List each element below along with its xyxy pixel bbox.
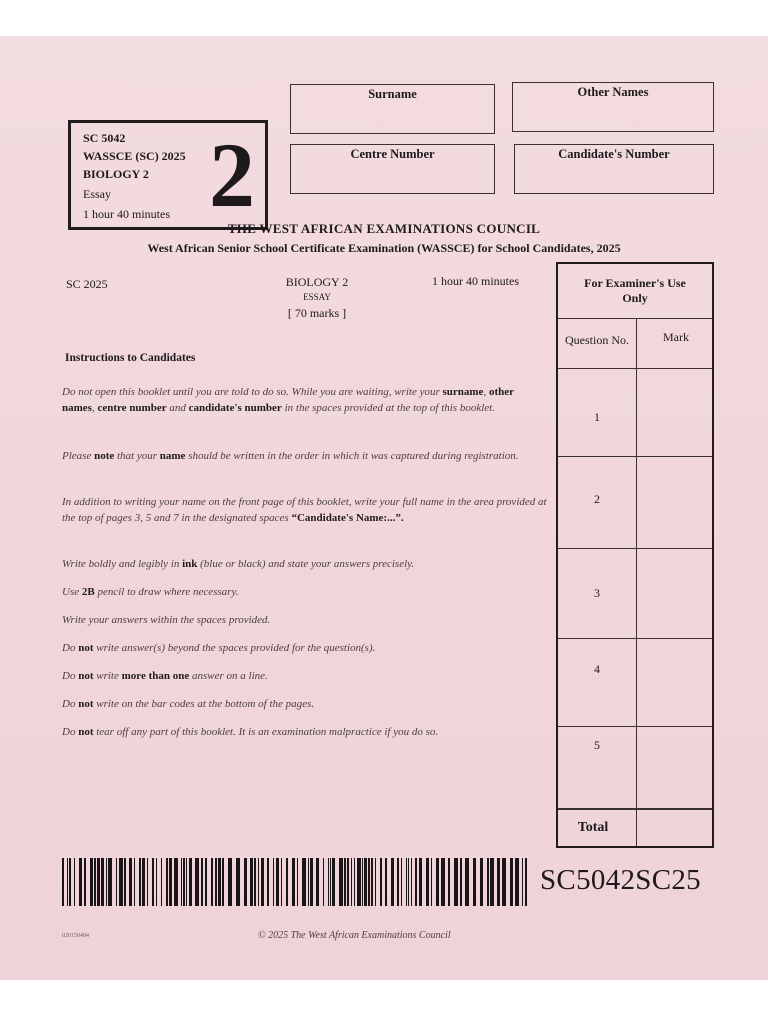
council-title: THE WEST AFRICAN EXAMINATIONS COUNCIL xyxy=(227,221,541,236)
barcode-stripe xyxy=(174,858,178,906)
barcode-stripe xyxy=(401,858,402,906)
instruction-item: Write your answers within the spaces provided. xyxy=(62,614,271,626)
question-number: 4 xyxy=(594,662,600,676)
barcode-stripe xyxy=(74,858,75,906)
barcode-stripe xyxy=(97,858,100,906)
barcode-stripe xyxy=(195,858,199,906)
barcode-stripe xyxy=(431,858,432,906)
barcode-stripe xyxy=(108,858,112,906)
copyright-notice: © 2025 The West African Examinations Council xyxy=(258,930,451,941)
barcode-stripe xyxy=(441,858,445,906)
barcode-stripe xyxy=(297,858,298,906)
paper-type: Essay xyxy=(83,187,111,201)
header-duration: 1 hour 40 minutes xyxy=(432,274,519,288)
barcode-stripe xyxy=(218,858,221,906)
barcode-stripe xyxy=(302,858,306,906)
barcode-stripe xyxy=(525,858,527,906)
mark-cell[interactable] xyxy=(638,640,714,726)
barcode-stripe xyxy=(490,858,494,906)
candidate-number-field[interactable] xyxy=(514,144,714,194)
barcode-stripe xyxy=(448,858,450,906)
other-names-field[interactable] xyxy=(512,82,714,132)
paper-code-box xyxy=(68,120,268,230)
instruction-item: Do not write on the bar codes at the bottom of the pages. xyxy=(62,698,315,710)
exam-title: West African Senior School Certificate Examination (WASSCE) for School Candidates, 2025 xyxy=(147,241,621,255)
exam-booklet-cover xyxy=(0,36,768,980)
barcode-stripe xyxy=(183,858,185,906)
barcode-stripe xyxy=(156,858,157,906)
barcode-stripe xyxy=(90,858,93,906)
paper-duration: 1 hour 40 minutes xyxy=(83,207,170,221)
barcode-stripe xyxy=(166,858,168,906)
barcode-stripe xyxy=(106,858,107,906)
barcode-stripe xyxy=(308,858,309,906)
barcode-stripe xyxy=(152,858,154,906)
instruction-item: Do not write more than one answer on a line. xyxy=(62,670,268,682)
barcode-stripe xyxy=(94,858,96,906)
barcode-stripe xyxy=(139,858,141,906)
barcode-stripe xyxy=(211,858,213,906)
barcode-stripe xyxy=(276,858,279,906)
centre-number-label: Centre Number xyxy=(350,147,435,161)
header-marks: [ 70 marks ] xyxy=(287,306,347,320)
barcode-stripe xyxy=(316,858,319,906)
subject-paper: BIOLOGY 2 xyxy=(83,167,149,181)
barcode-stripe xyxy=(129,858,132,906)
barcode-stripe xyxy=(502,858,506,906)
barcode-stripe xyxy=(292,858,295,906)
column-question-no: Question No. xyxy=(565,333,629,347)
other-names-label: Other Names xyxy=(577,85,649,99)
barcode-stripe xyxy=(261,858,264,906)
barcode-stripe xyxy=(480,858,483,906)
examiner-use-table xyxy=(556,262,714,848)
barcode-stripe xyxy=(406,858,407,906)
barcode-stripe xyxy=(119,858,123,906)
total-label: Total xyxy=(577,820,609,835)
barcode-stripe xyxy=(189,858,192,906)
barcode-stripe xyxy=(286,858,288,906)
barcode-stripe xyxy=(186,858,187,906)
barcode-stripe xyxy=(67,858,68,906)
candidate-number-label: Candidate's Number xyxy=(558,147,670,161)
footer-code: 020150404 xyxy=(62,933,89,939)
barcode-stripe xyxy=(408,858,409,906)
instruction-item: Do not tear off any part of this booklet. It is an examination malpractice if you do so. xyxy=(62,726,439,738)
barcode-stripe xyxy=(142,858,145,906)
surname-label: Surname xyxy=(368,87,417,101)
barcode-stripe xyxy=(101,858,104,906)
barcode xyxy=(62,858,532,906)
barcode-stripe xyxy=(510,858,513,906)
exam-series: WASSCE (SC) 2025 xyxy=(83,149,186,163)
barcode-stripe xyxy=(357,858,361,906)
question-number: 1 xyxy=(594,410,600,424)
surname-field[interactable] xyxy=(290,84,495,134)
instruction-item: Do not open this booklet until you are told to do so. While you are waiting, write your surname, other names, centre number and candidate's number in the spaces provided at the top of this booklet. xyxy=(62,386,514,414)
barcode-stripe xyxy=(436,858,439,906)
barcode-stripe xyxy=(522,858,523,906)
barcode-text: SC5042SC25 xyxy=(540,864,701,896)
barcode-stripe xyxy=(69,858,71,906)
barcode-stripe xyxy=(380,858,382,906)
paper-number: 2 xyxy=(209,124,255,226)
barcode-stripe xyxy=(460,858,462,906)
barcode-stripe xyxy=(134,858,135,906)
column-mark: Mark xyxy=(663,330,689,344)
barcode-stripe xyxy=(375,858,376,906)
barcode-stripe xyxy=(169,858,172,906)
barcode-stripe xyxy=(426,858,429,906)
barcode-stripe xyxy=(515,858,519,906)
total-mark-cell[interactable] xyxy=(638,810,714,846)
barcode-stripe xyxy=(354,858,355,906)
instruction-item: In addition to writing your name on the front page of this booklet, write your full name in the area provided at the top of pages 3, 5 and 7 in the designated spaces “Candidate's Name:...”. xyxy=(62,496,547,524)
barcode-stripe xyxy=(332,858,335,906)
instruction-item: Write boldly and legibly in ink (blue or black) and state your answers precisely. xyxy=(62,558,415,570)
barcode-stripe xyxy=(330,858,331,906)
barcode-stripe xyxy=(419,858,422,906)
barcode-stripe xyxy=(236,858,240,906)
barcode-stripe xyxy=(254,858,256,906)
mark-cell[interactable] xyxy=(638,550,714,638)
mark-cell[interactable] xyxy=(638,458,714,548)
barcode-stripe xyxy=(364,858,367,906)
barcode-stripe xyxy=(371,858,373,906)
barcode-stripe xyxy=(250,858,253,906)
header-code: SC 2025 xyxy=(66,277,108,291)
barcode-stripe xyxy=(339,858,343,906)
barcode-stripe xyxy=(473,858,476,906)
barcode-stripe xyxy=(84,858,86,906)
barcode-stripe xyxy=(116,858,117,906)
barcode-stripe xyxy=(205,858,207,906)
barcode-stripe xyxy=(147,858,148,906)
barcode-stripe xyxy=(215,858,217,906)
question-number: 2 xyxy=(594,492,600,506)
barcode-stripe xyxy=(201,858,203,906)
barcode-stripe xyxy=(323,858,324,906)
barcode-stripe xyxy=(391,858,394,906)
barcode-stripe xyxy=(161,858,162,906)
barcode-stripe xyxy=(415,858,417,906)
barcode-stripe xyxy=(344,858,346,906)
barcode-stripe xyxy=(258,858,259,906)
barcode-stripe xyxy=(411,858,412,906)
question-number: 5 xyxy=(594,738,600,752)
instructions-heading: Instructions to Candidates xyxy=(65,352,196,364)
mark-cell[interactable] xyxy=(638,728,714,808)
barcode-stripe xyxy=(487,858,489,906)
barcode-stripe xyxy=(281,858,282,906)
barcode-stripe xyxy=(62,858,64,906)
barcode-stripe xyxy=(362,858,363,906)
header-subject: BIOLOGY 2 xyxy=(285,275,349,289)
barcode-stripe xyxy=(267,858,269,906)
barcode-stripe xyxy=(347,858,349,906)
question-number: 3 xyxy=(594,586,600,600)
instruction-item: Do not write answer(s) beyond the spaces provided for the question(s). xyxy=(62,642,376,654)
instruction-item: Please note that your name should be written in the order in which it was captured during registration. xyxy=(62,450,519,462)
barcode-stripe xyxy=(465,858,469,906)
barcode-stripe xyxy=(181,858,182,906)
barcode-stripe xyxy=(368,858,370,906)
barcode-stripe xyxy=(244,858,247,906)
barcode-stripe xyxy=(397,858,399,906)
instruction-item: Use 2B pencil to draw where necessary. xyxy=(62,586,239,598)
barcode-stripe xyxy=(124,858,126,906)
barcode-stripe xyxy=(222,858,224,906)
barcode-stripe xyxy=(79,858,82,906)
examiner-table-title: For Examiner's Use Only xyxy=(584,276,686,305)
barcode-stripe xyxy=(310,858,313,906)
header-paper-type: ESSAY xyxy=(303,292,331,302)
barcode-stripe xyxy=(454,858,458,906)
barcode-stripe xyxy=(273,858,274,906)
barcode-stripe xyxy=(497,858,500,906)
mark-cell[interactable] xyxy=(638,370,714,456)
barcode-stripe xyxy=(328,858,329,906)
paper-code: SC 5042 xyxy=(83,131,126,145)
barcode-stripe xyxy=(351,858,352,906)
barcode-stripe xyxy=(385,858,387,906)
centre-number-field[interactable] xyxy=(290,144,495,194)
barcode-stripe xyxy=(228,858,232,906)
